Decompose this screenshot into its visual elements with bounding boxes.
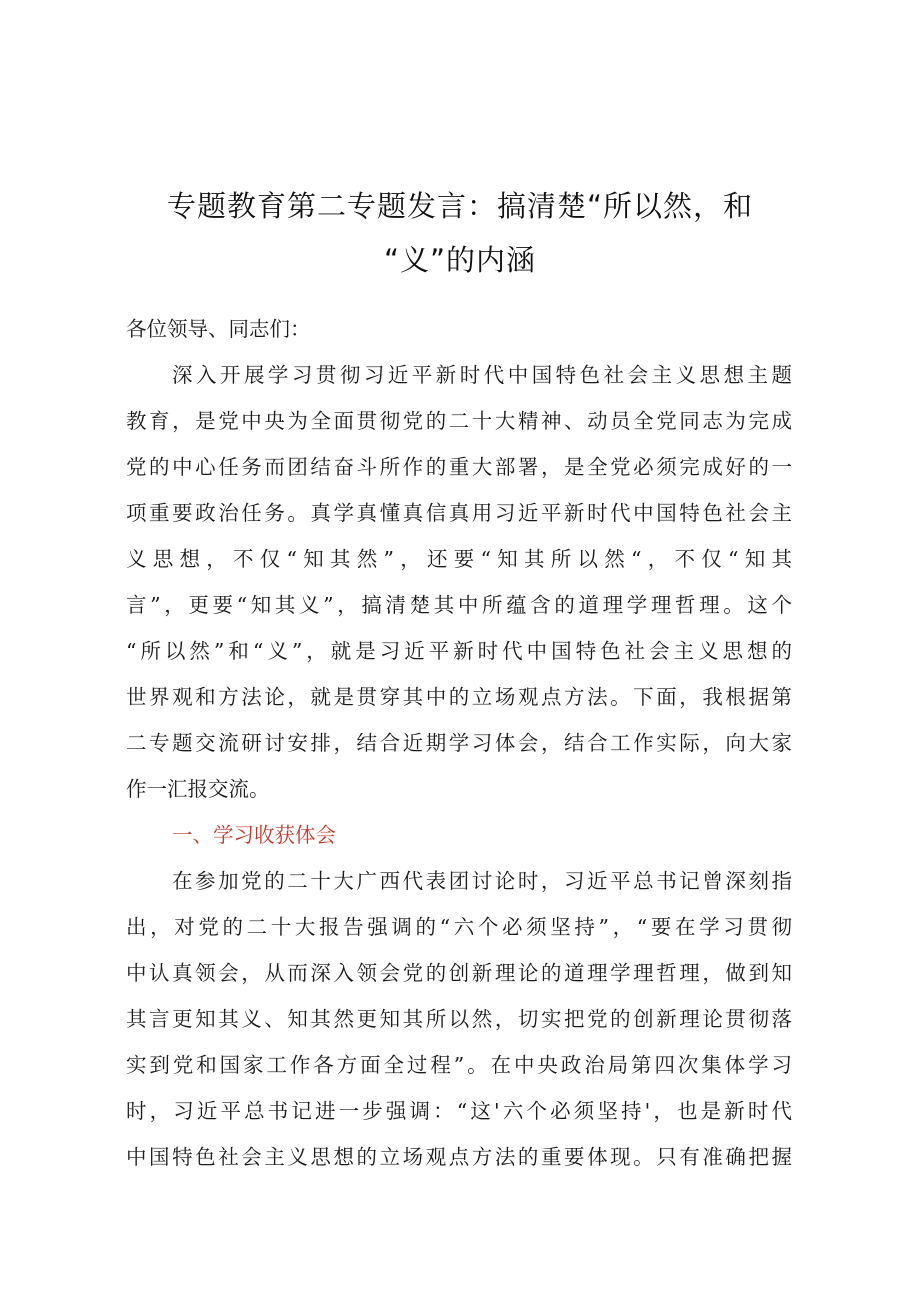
paragraph-1-line: 作一汇报交流。 — [126, 777, 270, 801]
paragraph-1-line: 教育，是党中央为全面贯彻党的二十大精神、动员全党同志为完成 — [126, 409, 792, 433]
paragraph-2-line: 在参加党的二十大广西代表团讨论时，习近平总书记曾深刻指 — [172, 869, 792, 893]
paragraph-1-line: “所以然”和“义”，就是习近平新时代中国特色社会主义思想的 — [126, 639, 792, 663]
paragraph-1-line: 深入开展学习贯彻习近平新时代中国特色社会主义思想主题 — [172, 363, 792, 387]
document-title-line-1: 专题教育第二专题发言：搞清楚“所以然，和 — [166, 189, 754, 223]
paragraph-1-line: 世界观和方法论，就是贯穿其中的立场观点方法。下面，我根据第 — [126, 685, 792, 709]
paragraph-1-line: 党的中心任务而团结奋斗所作的重大部署，是全党必须完成好的一 — [126, 455, 792, 479]
paragraph-2-line: 实到党和国家工作各方面全过程”。在中央政治局第四次集体学习 — [126, 1053, 792, 1077]
paragraph-2-line: 中认真领会，从而深入领会党的创新理论的道理学理哲理，做到知 — [126, 961, 792, 985]
paragraph-2-line: 时，习近平总书记进一步强调：“这'六个必须坚持'，也是新时代 — [126, 1099, 792, 1123]
paragraph-1-line: 义思想，不仅“知其然”，还要“知其所以然“，不仅“知其 — [126, 547, 792, 571]
document-title-line-2: “义”的内涵 — [383, 243, 537, 277]
salutation: 各位领导、同志们： — [126, 317, 311, 341]
paragraph-1-line: 二专题交流研讨安排，结合近期学习体会，结合工作实际，向大家 — [126, 731, 792, 755]
paragraph-1-line: 言”，更要“知其义”，搞清楚其中所蕴含的道理学理哲理。这个 — [126, 593, 792, 617]
paragraph-2-line: 其言更知其义、知其然更知其所以然，切实把党的创新理论贯彻落 — [126, 1007, 792, 1031]
section-heading: 一、学习收获体会 — [172, 823, 336, 847]
paragraph-2-line: 出，对党的二十大报告强调的“六个必须坚持”，“要在学习贯彻 — [126, 915, 792, 939]
paragraph-2-line: 中国特色社会主义思想的立场观点方法的重要体现。只有准确把握 — [126, 1145, 792, 1169]
paragraph-1-line: 项重要政治任务。真学真懂真信真用习近平新时代中国特色社会主 — [126, 501, 792, 525]
